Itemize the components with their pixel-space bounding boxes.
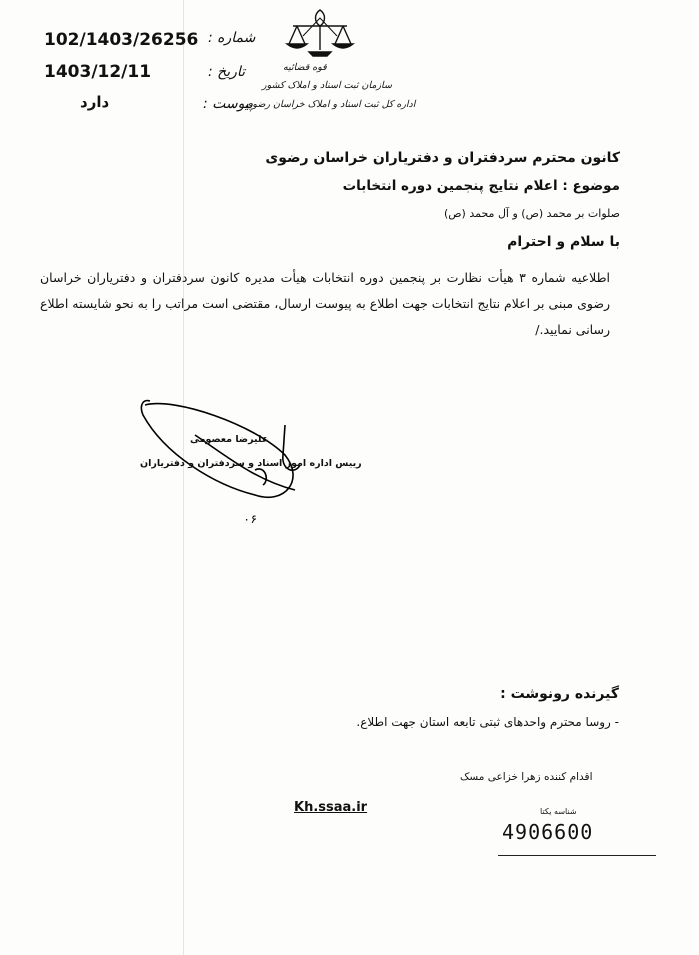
website-link[interactable]: Kh.ssaa.ir	[294, 800, 368, 815]
organization-name: سازمان ثبت اسناد و املاک کشور	[262, 80, 392, 91]
unique-code: 4906600	[502, 820, 594, 844]
salutation-blessing: صلوات بر محمد (ص) و آل محمد (ص)	[443, 207, 620, 220]
letter-number-value: 102/1403/26256	[44, 30, 199, 50]
body-paragraph: اطلاعیه شماره ۳ هیأت نظارت بر پنجمین دوره انتخابات هیأت مدیره کانون سردفتران و دفتریاران خراسان رضوی مبنی بر اعلام نتایج انتخابات جهت اطلاع به پیوست ارسال، مقتضی است مراتب را به نحو شایسته اطلاع رسانی نمایید./	[40, 270, 610, 337]
subject: موضوع : اعلام نتایج پنجمین دوره انتخابات	[342, 178, 620, 194]
office-name: اداره کل ثبت اسناد و املاک خراسان رضوی	[245, 99, 416, 110]
attachment-label: پیوست :	[203, 96, 253, 112]
judiciary-emblem-icon	[283, 6, 357, 62]
signature-stamp-digits: ۰۶	[243, 512, 258, 526]
letter-date-value: 1403/12/11	[44, 62, 152, 82]
code-underline	[498, 855, 656, 856]
letter-date-label: تاریخ :	[208, 64, 246, 80]
unique-code-label: شناسه یکتا	[540, 807, 577, 816]
signer-name: علیرضا معصومی	[190, 434, 269, 445]
greeting: با سلام و احترام	[507, 234, 620, 250]
addressee: کانون محترم سردفتران و دفتریاران خراسان رضوی	[265, 150, 620, 166]
acted-by: اقدام کننده زهرا خزاعی مسک	[460, 771, 593, 783]
attachment-value: دارد	[80, 93, 110, 111]
letter-number-label: شماره :	[208, 30, 256, 46]
signer-title: رییس اداره امور اسناد و سردفتران و دفتریاران	[140, 458, 362, 469]
cc-title: گیرنده رونوشت :	[500, 686, 619, 702]
judiciary-branch: قوه قضائیه	[283, 62, 327, 73]
cc-item: - روسا محترم واحدهای ثبتی تابعه استان جهت اطلاع.	[356, 715, 619, 729]
